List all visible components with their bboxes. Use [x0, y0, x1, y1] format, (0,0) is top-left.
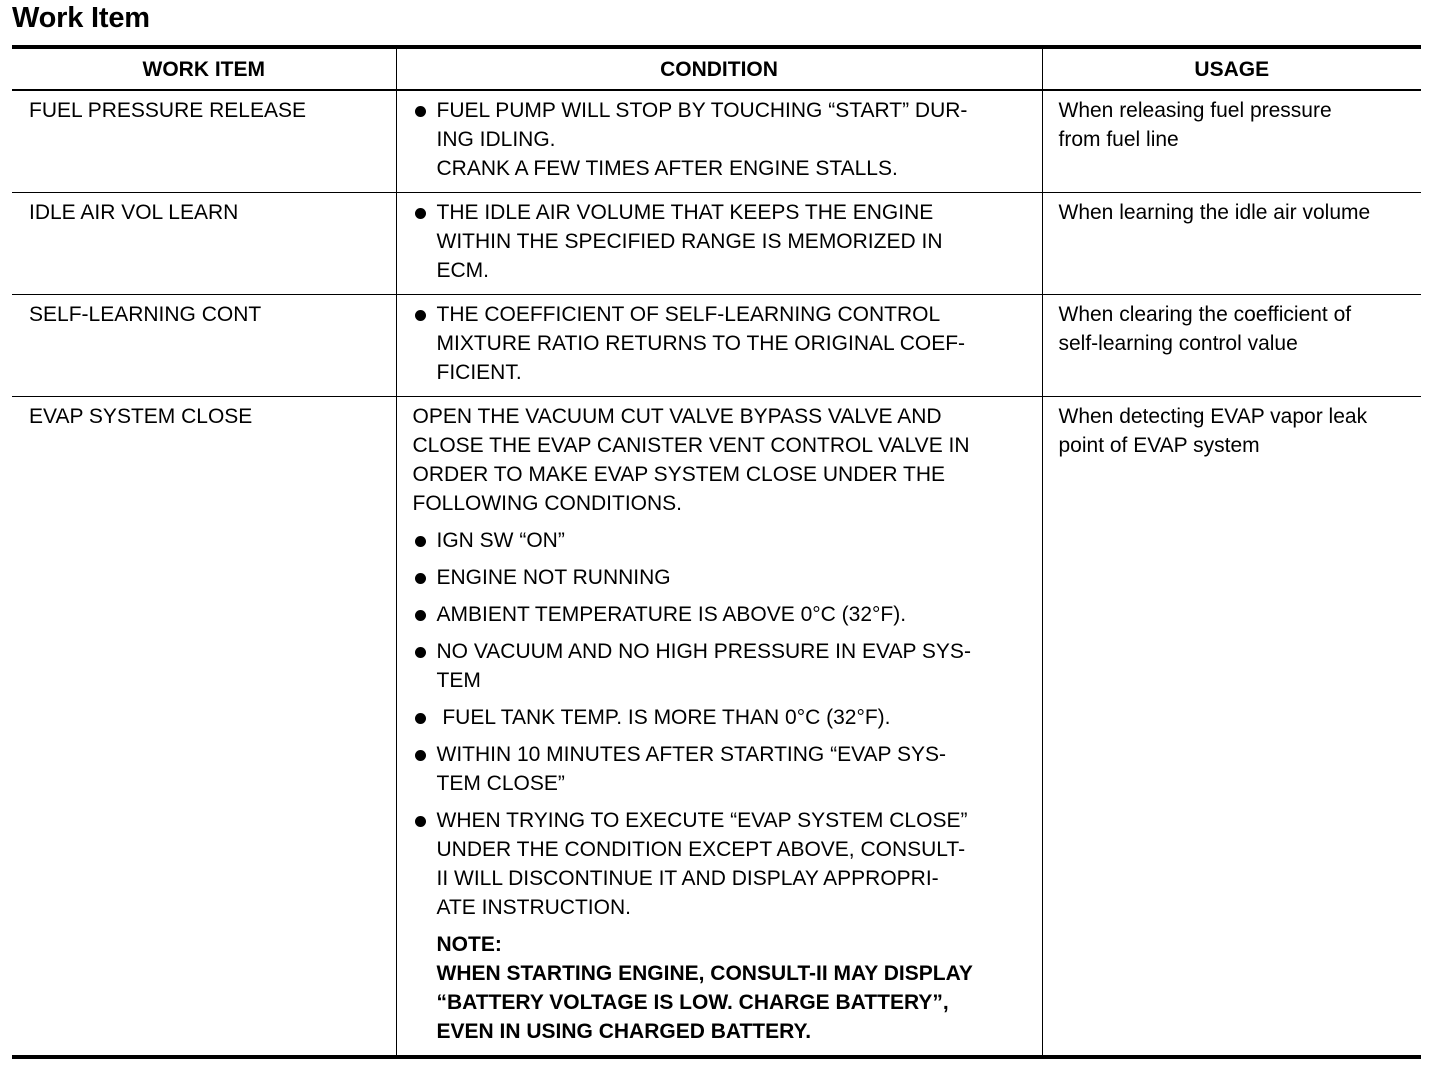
table-header-row [12, 47, 1421, 90]
condition-bullet: NO VACUUM AND NO HIGH PRESSURE IN EVAP SYS- TEM [413, 637, 1028, 695]
usage-cell: When learning the idle air volume [1042, 193, 1421, 295]
condition-bullet: IGN SW “ON” [413, 526, 1028, 555]
condition-cell [396, 90, 1042, 193]
condition-intro: OPEN THE VACUUM CUT VALVE BYPASS VALVE AND CLOSE THE EVAP CANISTER VENT CONTROL VALVE IN ORDER TO MAKE EVAP SYSTEM CLOSE UNDER THE FOLLOWING CONDITIONS. [412, 405, 970, 515]
condition-bullet: FUEL TANK TEMP. IS MORE THAN 0°C (32°F). [413, 703, 1028, 732]
page-title: Work Item [12, 2, 150, 34]
header-work-item: WORK ITEM [142, 57, 265, 81]
condition-cell [396, 397, 1042, 1058]
usage-cell: When clearing the coefficient of self-learning control value [1042, 295, 1421, 397]
work-item-cell: EVAP SYSTEM CLOSE [29, 405, 253, 428]
work-item-cell: SELF-LEARNING CONT [29, 303, 262, 326]
table-row [12, 397, 1421, 1058]
work-item-cell: FUEL PRESSURE RELEASE [29, 99, 306, 122]
table-row [12, 295, 1421, 397]
condition-bullet: ENGINE NOT RUNNING [413, 563, 1028, 592]
condition-cell [396, 193, 1042, 295]
condition-cell [396, 295, 1042, 397]
condition-bullet: THE COEFFICIENT OF SELF-LEARNING CONTROL MIXTURE RATIO RETURNS TO THE ORIGINAL COEF- FICIENT. [413, 300, 1028, 387]
condition-bullet: WHEN TRYING TO EXECUTE “EVAP SYSTEM CLOSE” UNDER THE CONDITION EXCEPT ABOVE, CONSULT- II WILL DISCONTINUE IT AND DISPLAY APPROPRI- ATE INSTRUCTION. [413, 806, 1028, 922]
header-usage: USAGE [1042, 47, 1421, 90]
table-row [12, 193, 1421, 295]
condition-bullet: THE IDLE AIR VOLUME THAT KEEPS THE ENGINE WITHIN THE SPECIFIED RANGE IS MEMORIZED IN ECM. [413, 198, 1028, 285]
usage-cell: When detecting EVAP vapor leak point of EVAP system [1042, 397, 1421, 1058]
condition-note: NOTE: WHEN STARTING ENGINE, CONSULT-II MAY DISPLAY “BATTERY VOLTAGE IS LOW. CHARGE BATTERY”, EVEN IN USING CHARGED BATTERY. [436, 933, 973, 1043]
condition-bullet: WITHIN 10 MINUTES AFTER STARTING “EVAP SYS- TEM CLOSE” [413, 740, 1028, 798]
work-item-table [12, 45, 1421, 1059]
header-condition: CONDITION [396, 47, 1042, 90]
table-row [12, 90, 1421, 193]
usage-cell: When releasing fuel pressure from fuel line [1042, 90, 1421, 193]
condition-bullet: AMBIENT TEMPERATURE IS ABOVE 0°C (32°F). [413, 600, 1028, 629]
work-item-cell: IDLE AIR VOL LEARN [29, 201, 239, 224]
condition-bullet: FUEL PUMP WILL STOP BY TOUCHING “START” DUR- ING IDLING. CRANK A FEW TIMES AFTER ENGINE STALLS. [413, 96, 1028, 183]
